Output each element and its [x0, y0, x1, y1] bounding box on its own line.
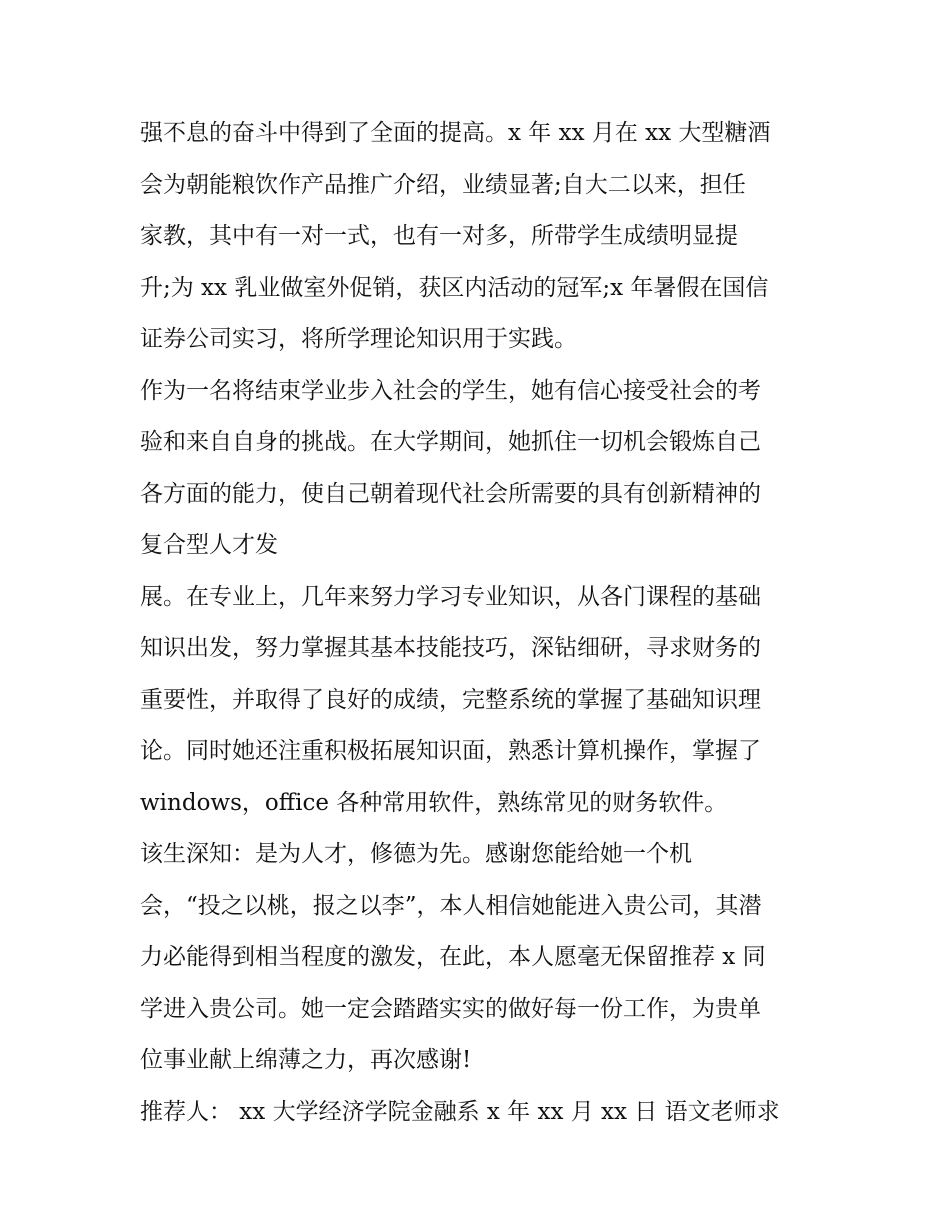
text-line: 会为朝能粮饮作产品推广介绍，业绩显著;自大二以来，担任 [140, 171, 746, 198]
text-line: 会，“投之以桃，报之以李”，本人相信她能进入贵公司，其潜 [140, 892, 762, 919]
letter-body [140, 108, 830, 1138]
text-line: 知识出发，努力掌握其基本技能技巧，深钻细研，寻求财务的 [140, 635, 761, 661]
text-line: 该生深知：是为人才，修德为先。感谢您能给她一个机 [140, 841, 692, 867]
text-line: 论。同时她还注重积极拓展知识面，熟悉计算机操作，掌握了 [140, 738, 761, 764]
text-line: 升;为 xx 乳业做室外促销，获区内活动的冠军;x 年暑假在国信 [140, 274, 769, 301]
text-line: 推荐人： xx 大学经济学院金融系 x 年 xx 月 xx 日 语文老师求 [140, 1098, 780, 1125]
text-line: 学进入贵公司。她一定会踏踏实实的做好每一份工作，为贵单 [140, 995, 761, 1022]
text-line: 展。在专业上，几年来努力学习专业知识，从各门课程的基础 [140, 583, 761, 610]
text-line: 复合型人才发 [140, 532, 278, 558]
text-line: 各方面的能力，使自己朝着现代社会所需要的具有创新精神的 [140, 480, 761, 507]
text-line: windows，office 各种常用软件，熟练常见的财务软件。 [140, 789, 728, 816]
text-line: 作为一名将结束学业步入社会的学生，她有信心接受社会的考 [140, 377, 761, 404]
text-line: 重要性，并取得了良好的成绩，完整系统的掌握了基础知识理 [140, 686, 761, 713]
text-line: 力必能得到相当程度的激发，在此，本人愿毫无保留推荐 x 同 [140, 944, 766, 970]
text-line: 强不息的奋斗中得到了全面的提高。x 年 xx 月在 xx 大型糖酒 [140, 120, 771, 146]
text-line: 验和来自自身的挑战。在大学期间，她抓住一切机会锻炼自己 [140, 429, 761, 455]
text-line: 家教，其中有一对一式，也有一对多，所带学生成绩明显提 [140, 223, 738, 249]
text-line: 位事业献上绵薄之力，再次感谢! [140, 1047, 472, 1073]
text-line: 证券公司实习，将所学理论知识用于实践。 [140, 326, 577, 352]
